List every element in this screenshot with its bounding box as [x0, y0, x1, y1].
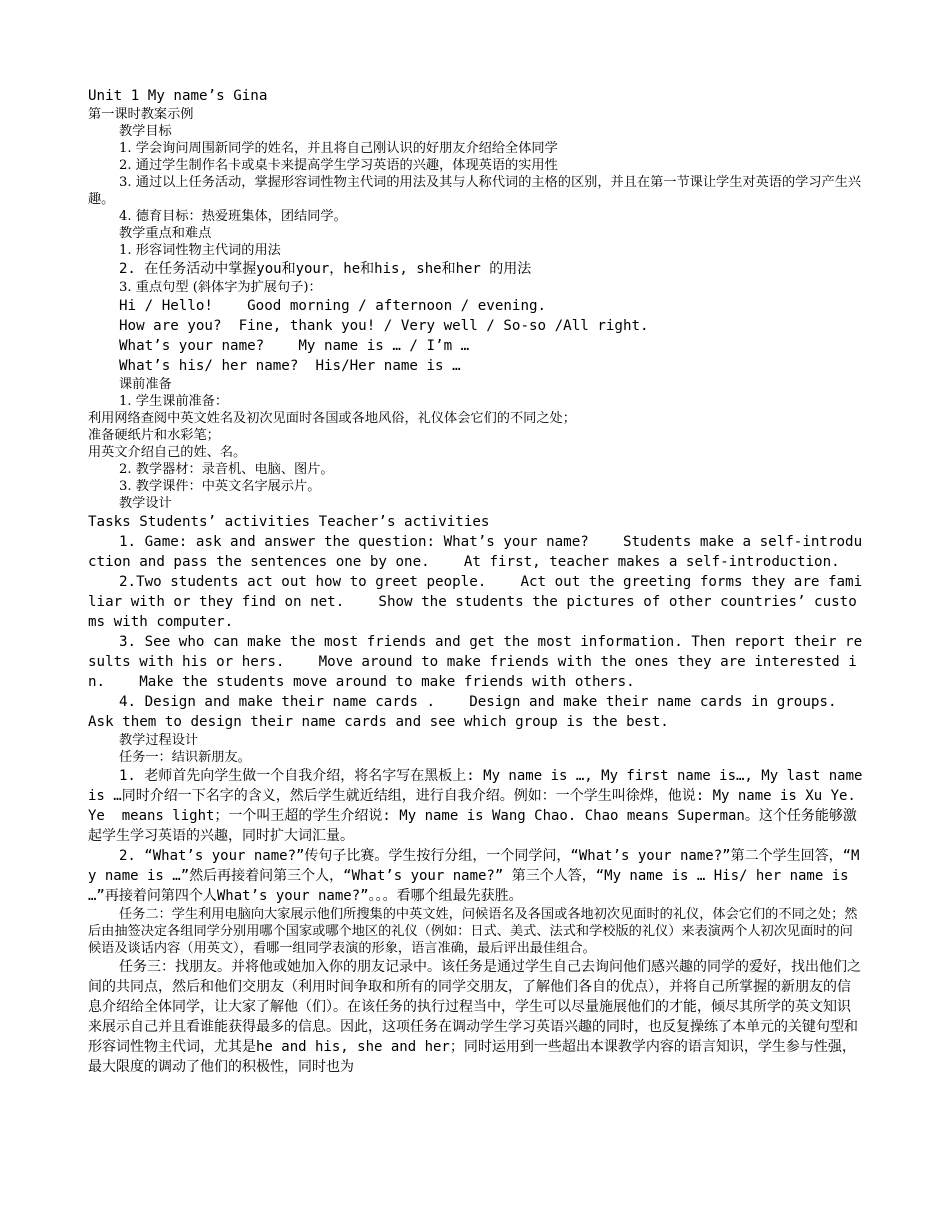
paragraph: 教学过程设计	[119, 733, 199, 748]
paragraph: How are you? Fine, thank you! / Very well / So-so /All right.	[119, 318, 649, 334]
paragraph: 教学目标	[119, 124, 172, 139]
paragraph: 2. 在任务活动中掌握you和your，he和his, she和her 的用法	[119, 261, 532, 277]
paragraph: What’s his/ her name? His/Her name is …	[119, 358, 461, 374]
paragraph: What’s your name? My name is … / I’m …	[119, 338, 470, 354]
paragraph: 1. 形容词性物主代词的用法	[119, 243, 281, 258]
paragraph: 3. See who can make the most friends and get the most information. Then report their results with his or hers. Move around to make friends with the ones they are interested in. Make the students move around to make friends with others.	[88, 634, 863, 690]
paragraph: 4. 德育目标：热爱班集体，团结同学。	[119, 209, 347, 224]
paragraph: 课前准备	[119, 377, 172, 392]
paragraph: 2. 通过学生制作名卡或桌卡来提高学生学习英语的兴趣，体现英语的实用性	[119, 158, 558, 173]
paragraph: 教学设计	[119, 496, 172, 511]
paragraph: 1. Game: ask and answer the question: What’s your name? Students make a self-introduction and pass the sentences one by one. At first, teacher makes a self-introduction.	[88, 534, 863, 570]
document-page	[88, 86, 888, 1077]
paragraph: Tasks Students’ activities Teacher’s activities	[88, 514, 490, 530]
paragraph: 1. 学生课前准备：	[119, 394, 229, 409]
paragraph: Hi / Hello! Good morning / afternoon / evening.	[119, 298, 547, 314]
paragraph: 3. 重点句型 (斜体字为扩展句子)：	[119, 280, 322, 295]
paragraph: 3. 教学课件：中英文名字展示片。	[119, 479, 321, 494]
document-body	[88, 106, 888, 1077]
paragraph: 用英文介绍自己的姓、名。	[88, 445, 247, 460]
paragraph: 2.Two students act out how to greet people. Act out the greeting forms they are familiar with or they find on net. Show the students the pictures of other countries’ customs with computer.	[88, 574, 863, 630]
paragraph: 4. Design and make their name cards . Design and make their name cards in groups. Ask them to design their name cards and see which group is the best.	[88, 694, 888, 730]
paragraph: 1. 学会询问周围新同学的姓名，并且将自己刚认识的好朋友介绍给全体同学	[119, 141, 558, 156]
paragraph: 教学重点和难点	[119, 226, 212, 241]
paragraph: 3. 通过以上任务活动，掌握形容词性物主代词的用法及其与人称代词的主格的区别，并且在第一节课让学生对英语的学习产生兴趣。	[88, 175, 862, 207]
paragraph: 第一课时教案示例	[88, 107, 194, 122]
paragraph: 任务三：找朋友。并将他或她加入你的朋友记录中。该任务是通过学生自己去询问他们感兴趣的同学的爱好，找出他们之间的共同点，然后和他们交朋友（利用时间争取和所有的同学交朋友，了解他们各自的优点），并将自己所掌握的新朋友的信息介绍给全体同学，让大家了解他（们）。在该任务的执行过程当中，学生可以尽量施展他们的才能，倾尽其所学的英文知识来展示自己并且看谁能获得最多的信息。因此，这项任务在调动学生学习英语兴趣的同时，也反复操练了本单元的关键句型和形容词性物主代词，尤其是he and his, she and her；同时运用到一些超出本课教学内容的语言知识，学生参与性强，最大限度的调动了他们的积极性，同时也为	[88, 959, 861, 1075]
paragraph: 任务二：学生利用电脑向大家展示他们所搜集的中英文姓，问候语名及各国或各地初次见面时的礼仪，体会它们的不同之处；然后由抽签决定各组同学分别用哪个国家或哪个地区的礼仪（例如：日式、美式、法式和学校版的礼仪）来表演两个人初次见面时的问候语及谈话内容（用英文），看哪一组同学表演的形象，语言准确，最后评出最佳组合。	[88, 907, 858, 956]
paragraph: 1. 老师首先向学生做一个自我介绍，将名字写在黑板上: My name is …, My first name is…, My last name is …同时介绍一下名字的含义，然后学生就近结组，进行自我介绍。例如：一个学生叫徐烨，他说: My name is Xu Ye. Ye means light；一个叫王超的学生介绍说: My name is Wang Chao. Chao means Superman。这个任务能够激起学生学习英语的兴趣，同时扩大词汇量。	[88, 768, 871, 844]
document-title: Unit 1 My name’s Gina	[88, 88, 268, 104]
paragraph: 准备硬纸片和水彩笔；	[88, 428, 220, 443]
paragraph: 利用网络查阅中英文姓名及初次见面时各国或各地风俗，礼仪体会它们的不同之处；	[88, 411, 576, 426]
paragraph: 2. 教学器材：录音机、电脑、图片。	[119, 462, 334, 477]
paragraph: 任务一：结识新朋友。	[119, 750, 251, 765]
paragraph: 2. “What’s your name?”传句子比赛。学生按行分组，一个同学问，“What’s your name?”第二个学生回答，“My name is …”然后再接着问第三个人，“What’s your name?” 第三个人答，“My name is … His/ her name is …”再接着问第四个人What’s your name?”。。。看哪个组最先获胜。	[88, 848, 860, 904]
